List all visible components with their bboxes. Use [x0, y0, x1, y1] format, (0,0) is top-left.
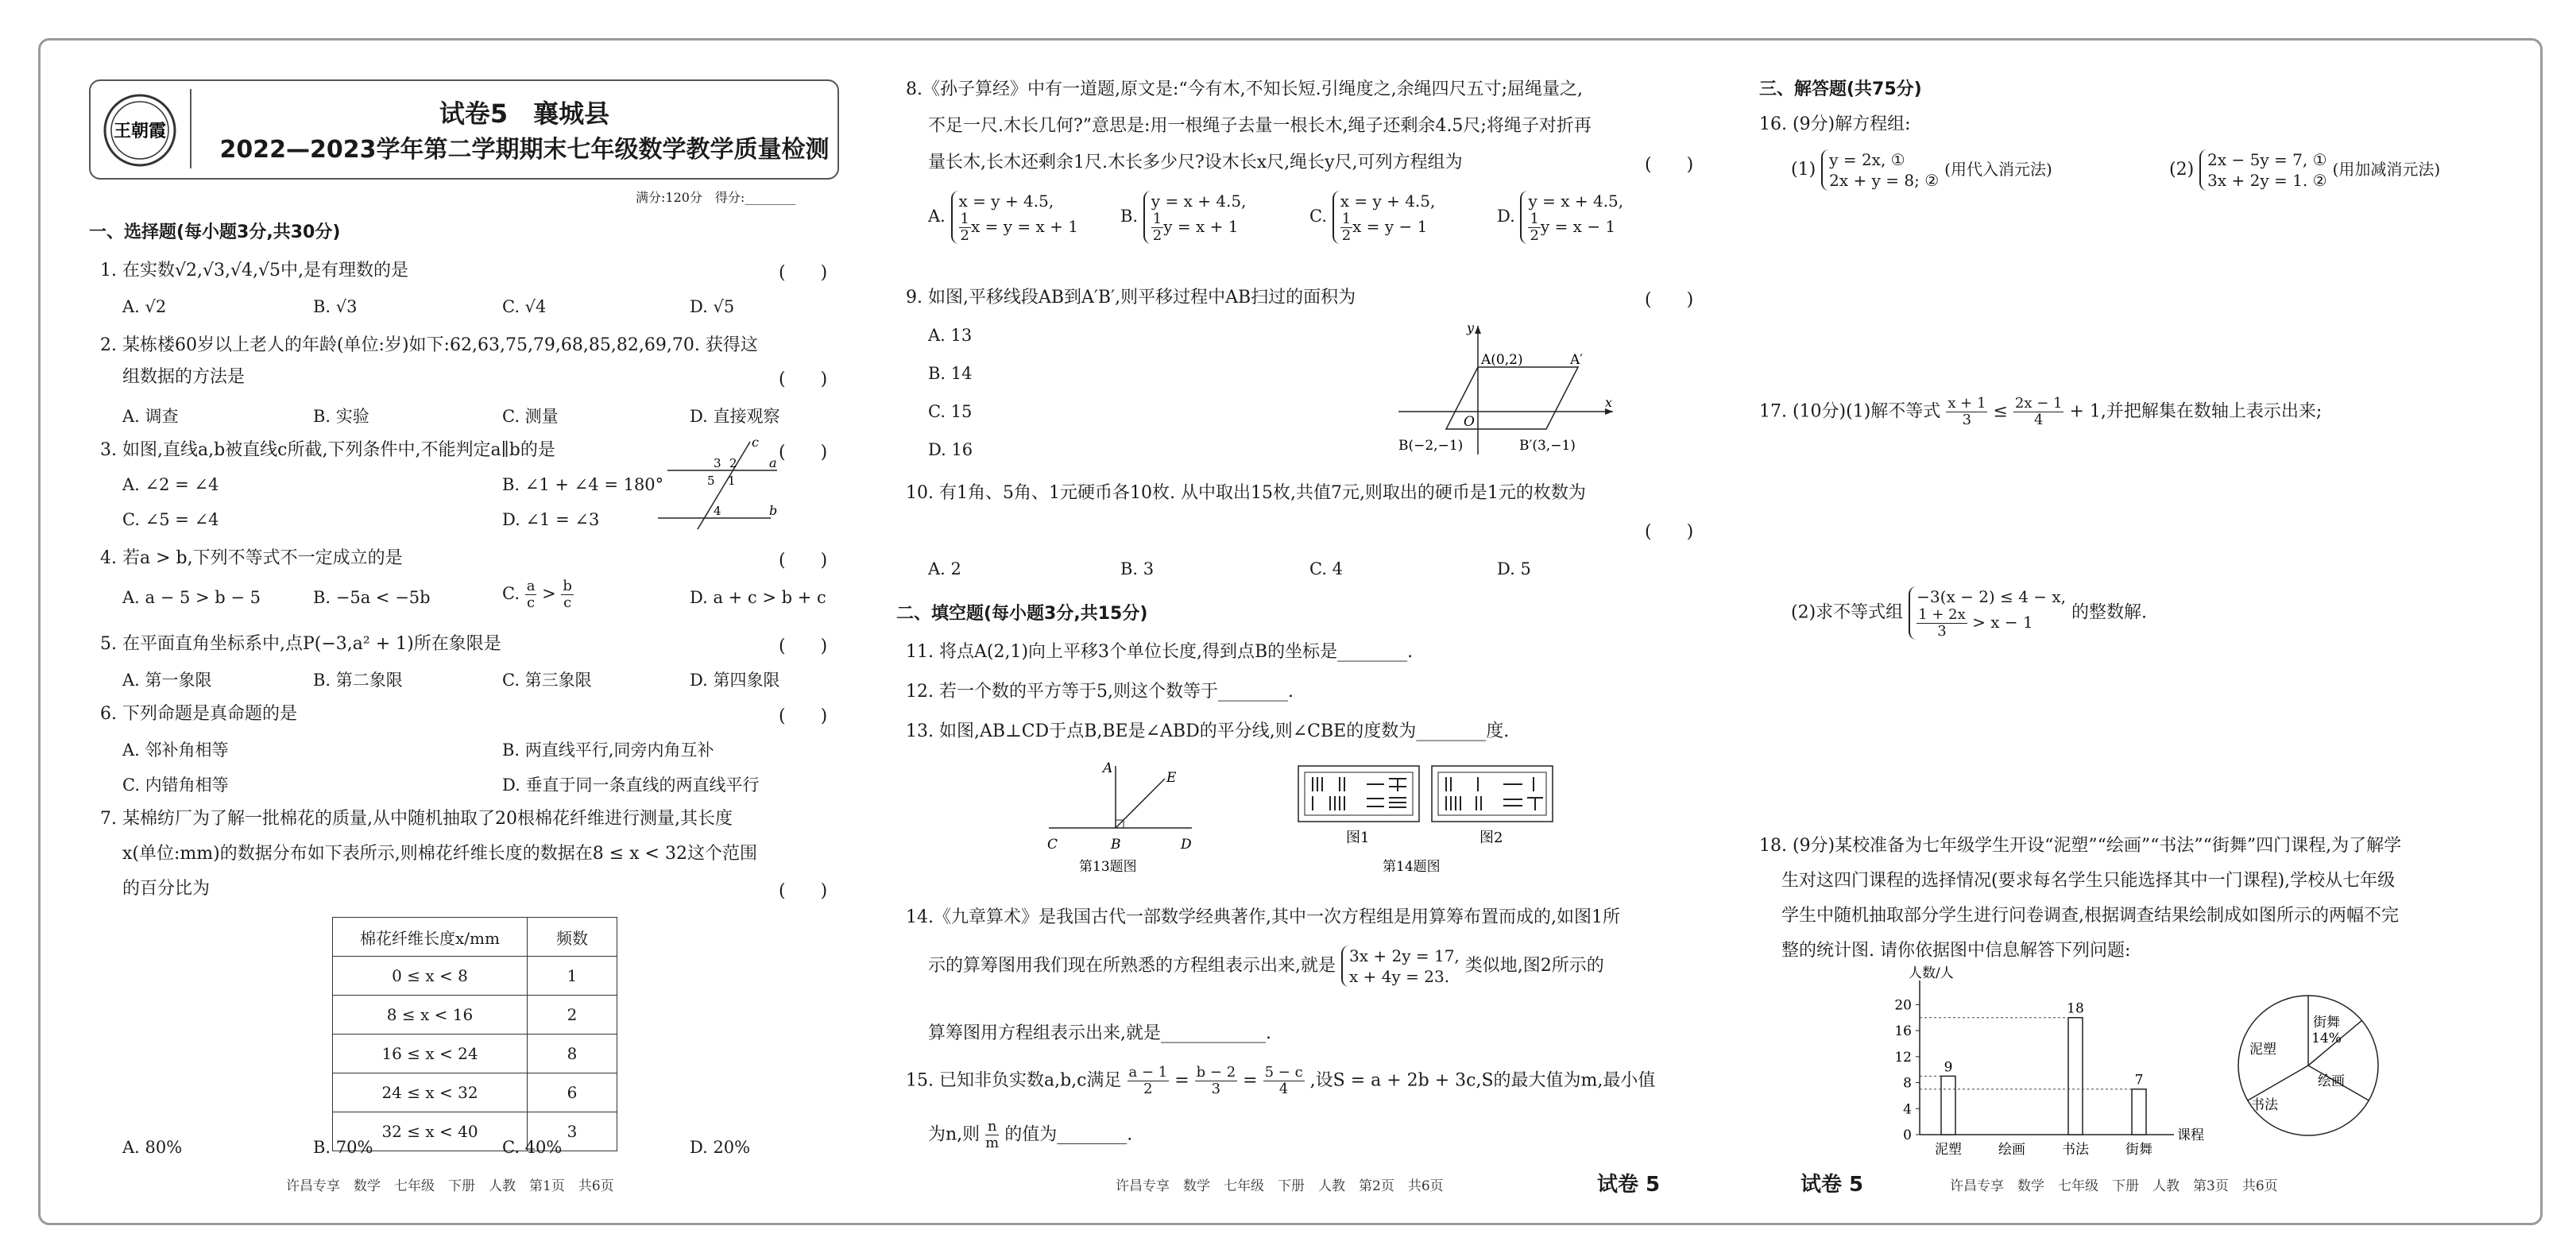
score-line: 满分:120分 得分:________ [636, 190, 796, 205]
q3-label-a: a [769, 455, 777, 470]
section-choice: 一、选择题(每小题3分,共30分) [89, 222, 341, 242]
footer-tag-right: 试卷 5 [1800, 1173, 1864, 1197]
q7-table-header-freq: 频数 [528, 918, 617, 957]
logo-text: 王朝霞 [113, 121, 167, 141]
x-tick-label: 绘画 [1998, 1142, 2025, 1158]
q14-caption: 第14题图 [1383, 859, 1441, 875]
q15-stem-line1: 15. 已知非负实数a,b,c满足 $\frac{a - 1}{2}$ = $\frac{b - 2}{3}$ = $\frac{5 - c}{4}$ ,设S = a + 2b + 3c,S的最大值为m,最小值 [906, 1064, 1656, 1097]
q6-option-c: C. 内错角相等 [122, 775, 229, 795]
q9-stem: 9. 如图,平移线段AB到A′B′,则平移过程中AB扫过的面积为 [906, 288, 1356, 307]
q7-frequency-table [332, 917, 617, 1151]
y-tick-label: 4 [1903, 1101, 1912, 1118]
exam-subtitle: 2022—2023学年第二学期期末七年级数学教学质量检测 [219, 136, 830, 164]
x-tick-label: 书法 [2062, 1142, 2089, 1158]
q6-option-d: D. 垂直于同一条直线的两直线平行 [502, 775, 760, 795]
bar-书法 [2068, 1018, 2083, 1135]
q13-label-d: D [1181, 837, 1192, 853]
q9-label-ap: A′ [1570, 352, 1584, 368]
q2-answer-paren[interactable]: ( ) [779, 369, 828, 389]
q3-label-1: 1 [728, 474, 736, 488]
bar-街舞 [2132, 1089, 2146, 1135]
q1-option-b: B. √3 [313, 297, 358, 316]
q7-stem-line3: 的百分比为 [122, 879, 211, 899]
q4-option-a: A. a − 5 > b − 5 [122, 588, 261, 607]
table-row: 16 ≤ x < 24 8 [333, 1035, 617, 1073]
y-tick-label: 8 [1903, 1075, 1912, 1092]
q13-label-e: E [1166, 770, 1177, 786]
q18-stem-line1: 18. (9分)某校准备为七年级学生开设“泥塑”“绘画”“书法”“街舞”四门课程,为了解学 [1759, 836, 2402, 856]
pie-label-街舞: 街舞 [2313, 1015, 2340, 1031]
q18-bar-chart [1875, 965, 2204, 1166]
table-row: 32 ≤ x < 40 3 [333, 1112, 617, 1151]
data-label: 7 [2134, 1072, 2144, 1089]
x-tick-label: 泥塑 [1935, 1142, 1962, 1158]
q7-option-c: C. 40% [502, 1138, 563, 1157]
q10-option-d: D. 5 [1497, 559, 1531, 578]
q16-stem: 16. (9分)解方程组: [1759, 114, 1911, 134]
q9-label-b: B(−2,−1) [1398, 438, 1464, 454]
q7-stem-line2: x(单位:mm)的数据分布如下表所示,则棉花纤维长度的数据在8 ≤ x < 32这个范围 [122, 844, 757, 864]
q9-option-a: A. 13 [928, 326, 973, 345]
q16-part1: (1) y = 2x, ① 2x + y = 8; ② (用代入消元法) [1791, 150, 2052, 190]
publisher-logo [94, 86, 197, 172]
q6-option-b: B. 两直线平行,同旁内角互补 [502, 741, 714, 760]
footer-page1: 许昌专享 数学 七年级 下册 人教 第1页 共6页 [286, 1178, 614, 1194]
q8-stem-line3: 量长木,长木还剩余1尺.木长多少尺?设木长x尺,绳长y尺,可列方程组为 [928, 153, 1463, 172]
q16-part2: (2) 2x − 5y = 7, ① 3x + 2y = 1. ② (用加减消元法) [2169, 150, 2441, 190]
q3-figure [652, 435, 788, 531]
q3-label-b: b [769, 503, 778, 518]
q7-option-d: D. 20% [690, 1138, 751, 1157]
q9-label-x: x [1605, 395, 1613, 410]
q5-option-d: D. 第四象限 [690, 671, 780, 690]
q9-option-d: D. 16 [928, 440, 973, 459]
q14-stem-line2: 示的算筹图用我们现在所熟悉的方程组表示出来,就是 3x + 2y = 17, x + 4y = 23. 类似地,图2所示的 [928, 946, 1604, 986]
q10-answer-paren[interactable]: ( ) [1645, 522, 1694, 542]
q3-label-3: 3 [714, 456, 721, 470]
q3-answer-paren[interactable]: ( ) [779, 443, 828, 462]
q5-option-c: C. 第三象限 [502, 671, 592, 690]
footer-page3: 许昌专享 数学 七年级 下册 人教 第3页 共6页 [1950, 1178, 2278, 1194]
q9-answer-paren[interactable]: ( ) [1645, 290, 1694, 310]
y-tick-label: 0 [1903, 1127, 1912, 1143]
q3-option-a: A. ∠2 = ∠4 [122, 475, 219, 494]
q7-answer-paren[interactable]: ( ) [779, 881, 828, 901]
pie-label-书法: 书法 [2251, 1097, 2278, 1113]
pie-value-label: 14% [2311, 1031, 2342, 1046]
q12-stem: 12. 若一个数的平方等于5,则这个数等于________. [906, 682, 1294, 702]
q3-label-c: c [752, 435, 759, 450]
q2-option-a: A. 调查 [122, 407, 179, 426]
q5-stem: 5. 在平面直角坐标系中,点P(−3,a² + 1)所在象限是 [100, 634, 501, 654]
q14-stem-line1: 14.《九章算术》是我国古代一部数学经典著作,其中一次方程组是用算筹布置而成的,如图1所 [906, 907, 1620, 927]
q7-table-header-length: 棉花纤维长度x/mm [333, 918, 528, 957]
q9-label-bp: B′(3,−1) [1519, 438, 1576, 454]
q2-option-c: C. 测量 [502, 407, 559, 426]
q10-option-a: A. 2 [928, 559, 961, 578]
y-tick-label: 12 [1894, 1049, 1912, 1066]
q8-option-d: D. y = x + 4.5, $\frac{1}{2}$ y = x − 1 [1497, 191, 1624, 244]
q7-option-a: A. 80% [122, 1138, 183, 1157]
q9-label-a: A(0,2) [1481, 352, 1523, 368]
q13-label-c: C [1047, 837, 1058, 853]
y-tick-label: 20 [1894, 997, 1912, 1014]
q18-stem-line4: 整的统计图. 请你依据图中信息解答下列问题: [1781, 941, 2131, 961]
q14-counting-rod-figure [1295, 763, 1557, 874]
q8-stem-line2: 不足一尺.木长几何?”意思是:用一根绳子去量一根长木,绳子还剩余4.5尺;将绳子对折再 [928, 116, 1592, 136]
q14-figure2-label: 图2 [1479, 830, 1503, 846]
q1-answer-paren[interactable]: ( ) [779, 263, 828, 283]
data-label: 9 [1944, 1059, 1953, 1076]
bar-泥塑 [1941, 1076, 1955, 1135]
q1-option-d: D. √5 [690, 297, 735, 316]
q8-option-a: A. x = y + 4.5, $\frac{1}{2}$ x = y = x + 1 [928, 191, 1078, 244]
y-axis-label: 人数/人 [1909, 965, 1954, 981]
q13-stem: 13. 如图,AB⊥CD于点B,BE是∠ABD的平分线,则∠CBE的度数为________度. [906, 721, 1510, 741]
q2-stem-line2: 组数据的方法是 [122, 367, 246, 387]
table-row: 24 ≤ x < 32 6 [333, 1073, 617, 1112]
section-answer: 三、解答题(共75分) [1759, 79, 1922, 99]
pie-label-绘画: 绘画 [2318, 1073, 2345, 1089]
q17-part1: 17. (10分)(1)解不等式 $\frac{x + 1}{3}$ ≤ $\frac{2x - 1}{4}$ + 1,并把解集在数轴上表示出来; [1759, 395, 2323, 428]
q8-option-c: C. x = y + 4.5, $\frac{1}{2}$ x = y − 1 [1309, 191, 1436, 244]
q1-option-c: C. √4 [502, 297, 547, 316]
q5-option-b: B. 第二象限 [313, 671, 403, 690]
q3-option-b: B. ∠1 + ∠4 = 180° [502, 475, 664, 494]
q9-figure [1390, 318, 1621, 461]
q4-answer-paren[interactable]: ( ) [779, 551, 828, 570]
q4-option-b: B. −5a < −5b [313, 588, 431, 607]
q5-option-a: A. 第一象限 [122, 671, 212, 690]
q10-stem: 10. 有1角、5角、1元硬币各10枚. 从中取出15枚,共值7元,则取出的硬币是1元的枚数为 [906, 483, 1586, 503]
q13-label-a: A [1103, 760, 1113, 776]
exam-title: 试卷5 襄城县 [439, 99, 610, 129]
x-tick-label: 街舞 [2125, 1142, 2152, 1158]
q14-figure1-label: 图1 [1346, 830, 1370, 846]
q2-option-b: B. 实验 [313, 407, 369, 426]
q3-label-2: 2 [729, 456, 737, 470]
q11-stem: 11. 将点A(2,1)向上平移3个单位长度,得到点B的坐标是________. [906, 642, 1414, 662]
table-row: 0 ≤ x < 8 1 [333, 957, 617, 996]
q5-answer-paren[interactable]: ( ) [779, 636, 828, 656]
pie-label-泥塑: 泥塑 [2249, 1042, 2276, 1058]
q17-part2: (2)求不等式组 −3(x − 2) ≤ 4 − x, $\frac{1 + 2x}{3}$ > x − 1 的整数解. [1791, 587, 2148, 640]
q3-option-c: C. ∠5 = ∠4 [122, 510, 219, 529]
q1-stem: 1. 在实数√2,√3,√4,√5中,是有理数的是 [100, 261, 409, 280]
q7-option-b: B. 70% [313, 1138, 373, 1157]
q1-option-a: A. √2 [122, 297, 167, 316]
q3-label-4: 4 [714, 504, 721, 518]
footer-page2: 许昌专享 数学 七年级 下册 人教 第2页 共6页 [1116, 1178, 1444, 1194]
y-tick-label: 16 [1894, 1023, 1912, 1040]
q15-stem-line2: 为n,则 $\frac{n}{m}$ 的值为________. [928, 1118, 1133, 1151]
q4-option-d: D. a + c > b + c [690, 588, 826, 607]
q6-option-a: A. 邻补角相等 [122, 741, 229, 760]
q7-stem-line1: 7. 某棉纺厂为了解一批棉花的质量,从中随机抽取了20根棉花纤维进行测量,其长度 [100, 809, 733, 829]
q13-label-b: B [1111, 837, 1121, 853]
q18-stem-line2: 生对这四门课程的选择情况(要求每名学生只能选择其中一门课程),学校从七年级 [1781, 871, 2396, 891]
q6-answer-paren[interactable]: ( ) [779, 706, 828, 726]
q18-pie-chart [2233, 990, 2384, 1141]
data-label: 18 [2067, 1000, 2084, 1017]
q8-answer-paren[interactable]: ( ) [1645, 155, 1694, 175]
q9-option-b: B. 14 [928, 364, 973, 383]
x-axis-label: 课程 [2177, 1127, 2204, 1143]
q13-figure [1033, 755, 1208, 874]
section-fill: 二、填空题(每小题3分,共15分) [896, 604, 1148, 624]
table-row: 8 ≤ x < 16 2 [333, 996, 617, 1035]
q18-stem-line3: 学生中随机抽取部分学生进行问卷调查,根据调查结果绘制成如图所示的两幅不完 [1781, 906, 2399, 926]
q9-label-y: y [1467, 320, 1475, 335]
q2-stem-line1: 2. 某栋楼60岁以上老人的年龄(单位:岁)如下:62,63,75,79,68,85,82,69,70. 获得这 [100, 335, 758, 355]
q8-option-b: B. y = x + 4.5, $\frac{1}{2}$ y = x + 1 [1120, 191, 1247, 244]
q3-label-5: 5 [707, 474, 715, 488]
q3-option-d: D. ∠1 = ∠3 [502, 510, 600, 529]
q4-stem: 4. 若a > b,下列不等式不一定成立的是 [100, 548, 403, 568]
q8-stem-line1: 8.《孙子算经》中有一道题,原文是:“今有木,不知长短.引绳度之,余绳四尺五寸;屈绳量之, [906, 79, 1584, 99]
q10-option-b: B. 3 [1120, 559, 1155, 578]
q6-stem: 6. 下列命题是真命题的是 [100, 704, 297, 724]
q13-caption: 第13题图 [1079, 859, 1137, 875]
footer-tag-left: 试卷 5 [1597, 1173, 1661, 1197]
q14-stem-line3: 算筹图用方程组表示出来,就是____________. [928, 1023, 1271, 1043]
q3-stem: 3. 如图,直线a,b被直线c所截,下列条件中,不能判定a∥b的是 [100, 440, 555, 460]
q9-option-c: C. 15 [928, 402, 973, 421]
q4-option-c: C. $\frac{a}{c}$ > $\frac{b}{c}$ [502, 578, 572, 611]
q2-option-d: D. 直接观察 [690, 407, 780, 426]
q10-option-c: C. 4 [1309, 559, 1344, 578]
q9-label-o: O [1464, 414, 1475, 430]
